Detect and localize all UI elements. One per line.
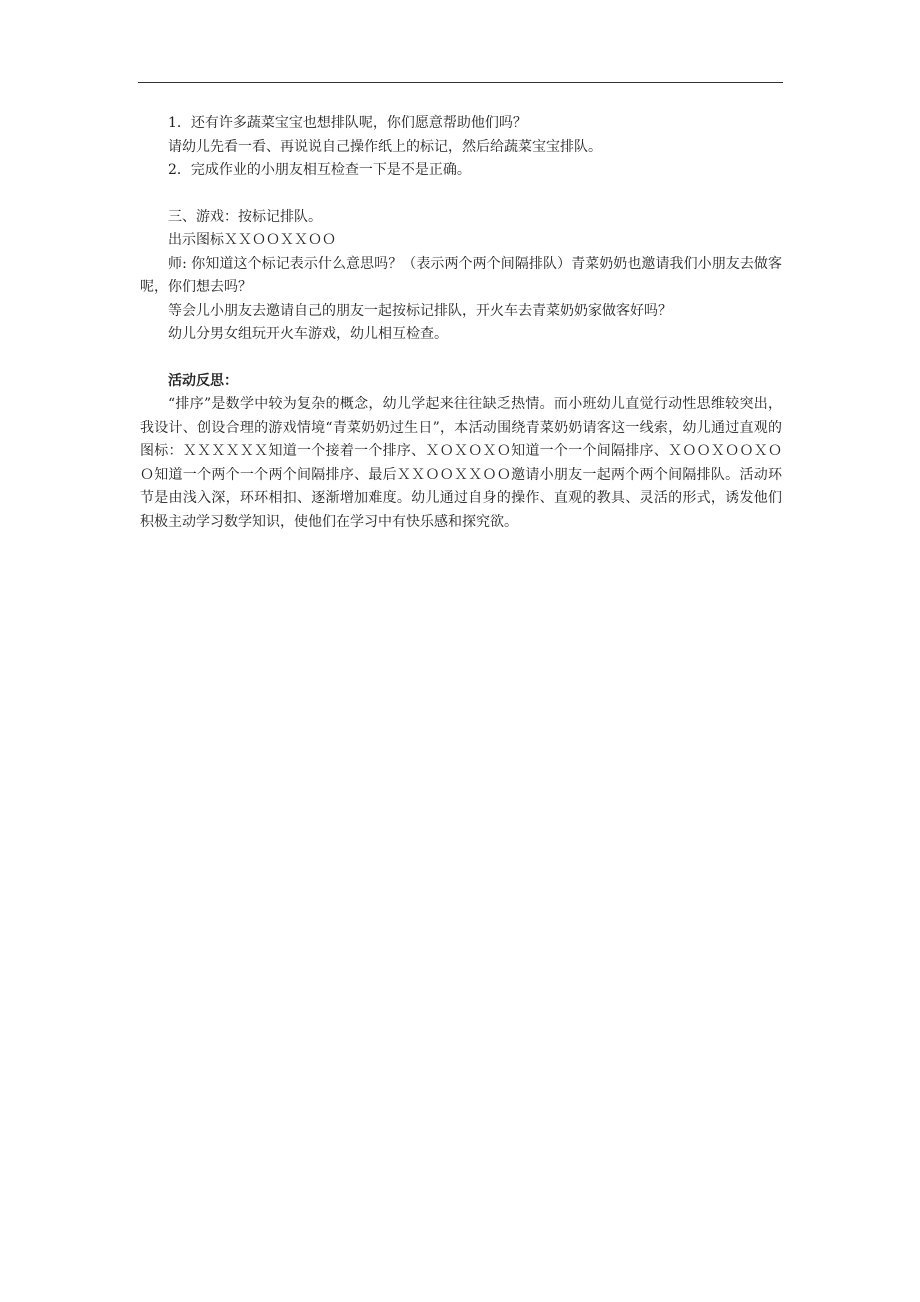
document-body [140,112,782,534]
game-line-2: 师: 你知道这个标记表示什么意思吗？（表示两个两个间隔排队）青菜奶奶也邀请我们小朋友去做客呢，你们想去吗？ [140,255,782,295]
game-line-3: 等会儿小朋友去邀请自己的朋友一起按标记排队，开火车去青菜奶奶家做客好吗？ [168,302,672,319]
game-line-4: 幼儿分男女组玩开火车游戏，幼儿相互检查。 [168,326,448,342]
instruction-line-1: 1．还有许多蔬菜宝宝也想排队呢，你们愿意帮助他们吗？ [168,115,527,131]
spacer [140,183,782,206]
instruction-line-3: 2．完成作业的小朋友相互检查一下是不是正确。 [168,162,471,178]
reflection-heading: 活动反思： [168,372,238,389]
reflection-paragraph: “排序”是数学中较为复杂的概念，幼儿学起来往往缺乏热情。而小班幼儿直觉行动性思维较突出，我设计、创设合理的游戏情境“青菜奶奶过生日”，本活动围绕青菜奶奶请客这一线索，幼儿通过直观的图标：ＸＸＸＸＸＸ知道一个接着一个排序、ＸＯＸＯＸＯ知道一个一个间隔排序、ＸＯＯＸＯＯＸＯＯ知道一个两个一个两个间隔排序、最后ＸＸＯＯＸＸＯＯ邀请小朋友一起两个两个间隔排队。活动环节是由浅入深，环环相扣、逐渐增加难度。幼儿通过自身的操作、直观的教具、灵活的形式，诱发他们积极主动学习数学知识，使他们在学习中有快乐感和探究欲。 [140,396,782,530]
instruction-line-2: 请幼儿先看一看、再说说自己操作纸上的标记，然后给蔬菜宝宝排队。 [168,138,602,155]
game-line-1: 出示图标ＸＸＯＯＸＸＯＯ [168,232,336,248]
header-rule [138,82,783,83]
spacer [140,347,782,370]
section-title-game: 三、游戏：按标记排队。 [168,208,322,225]
